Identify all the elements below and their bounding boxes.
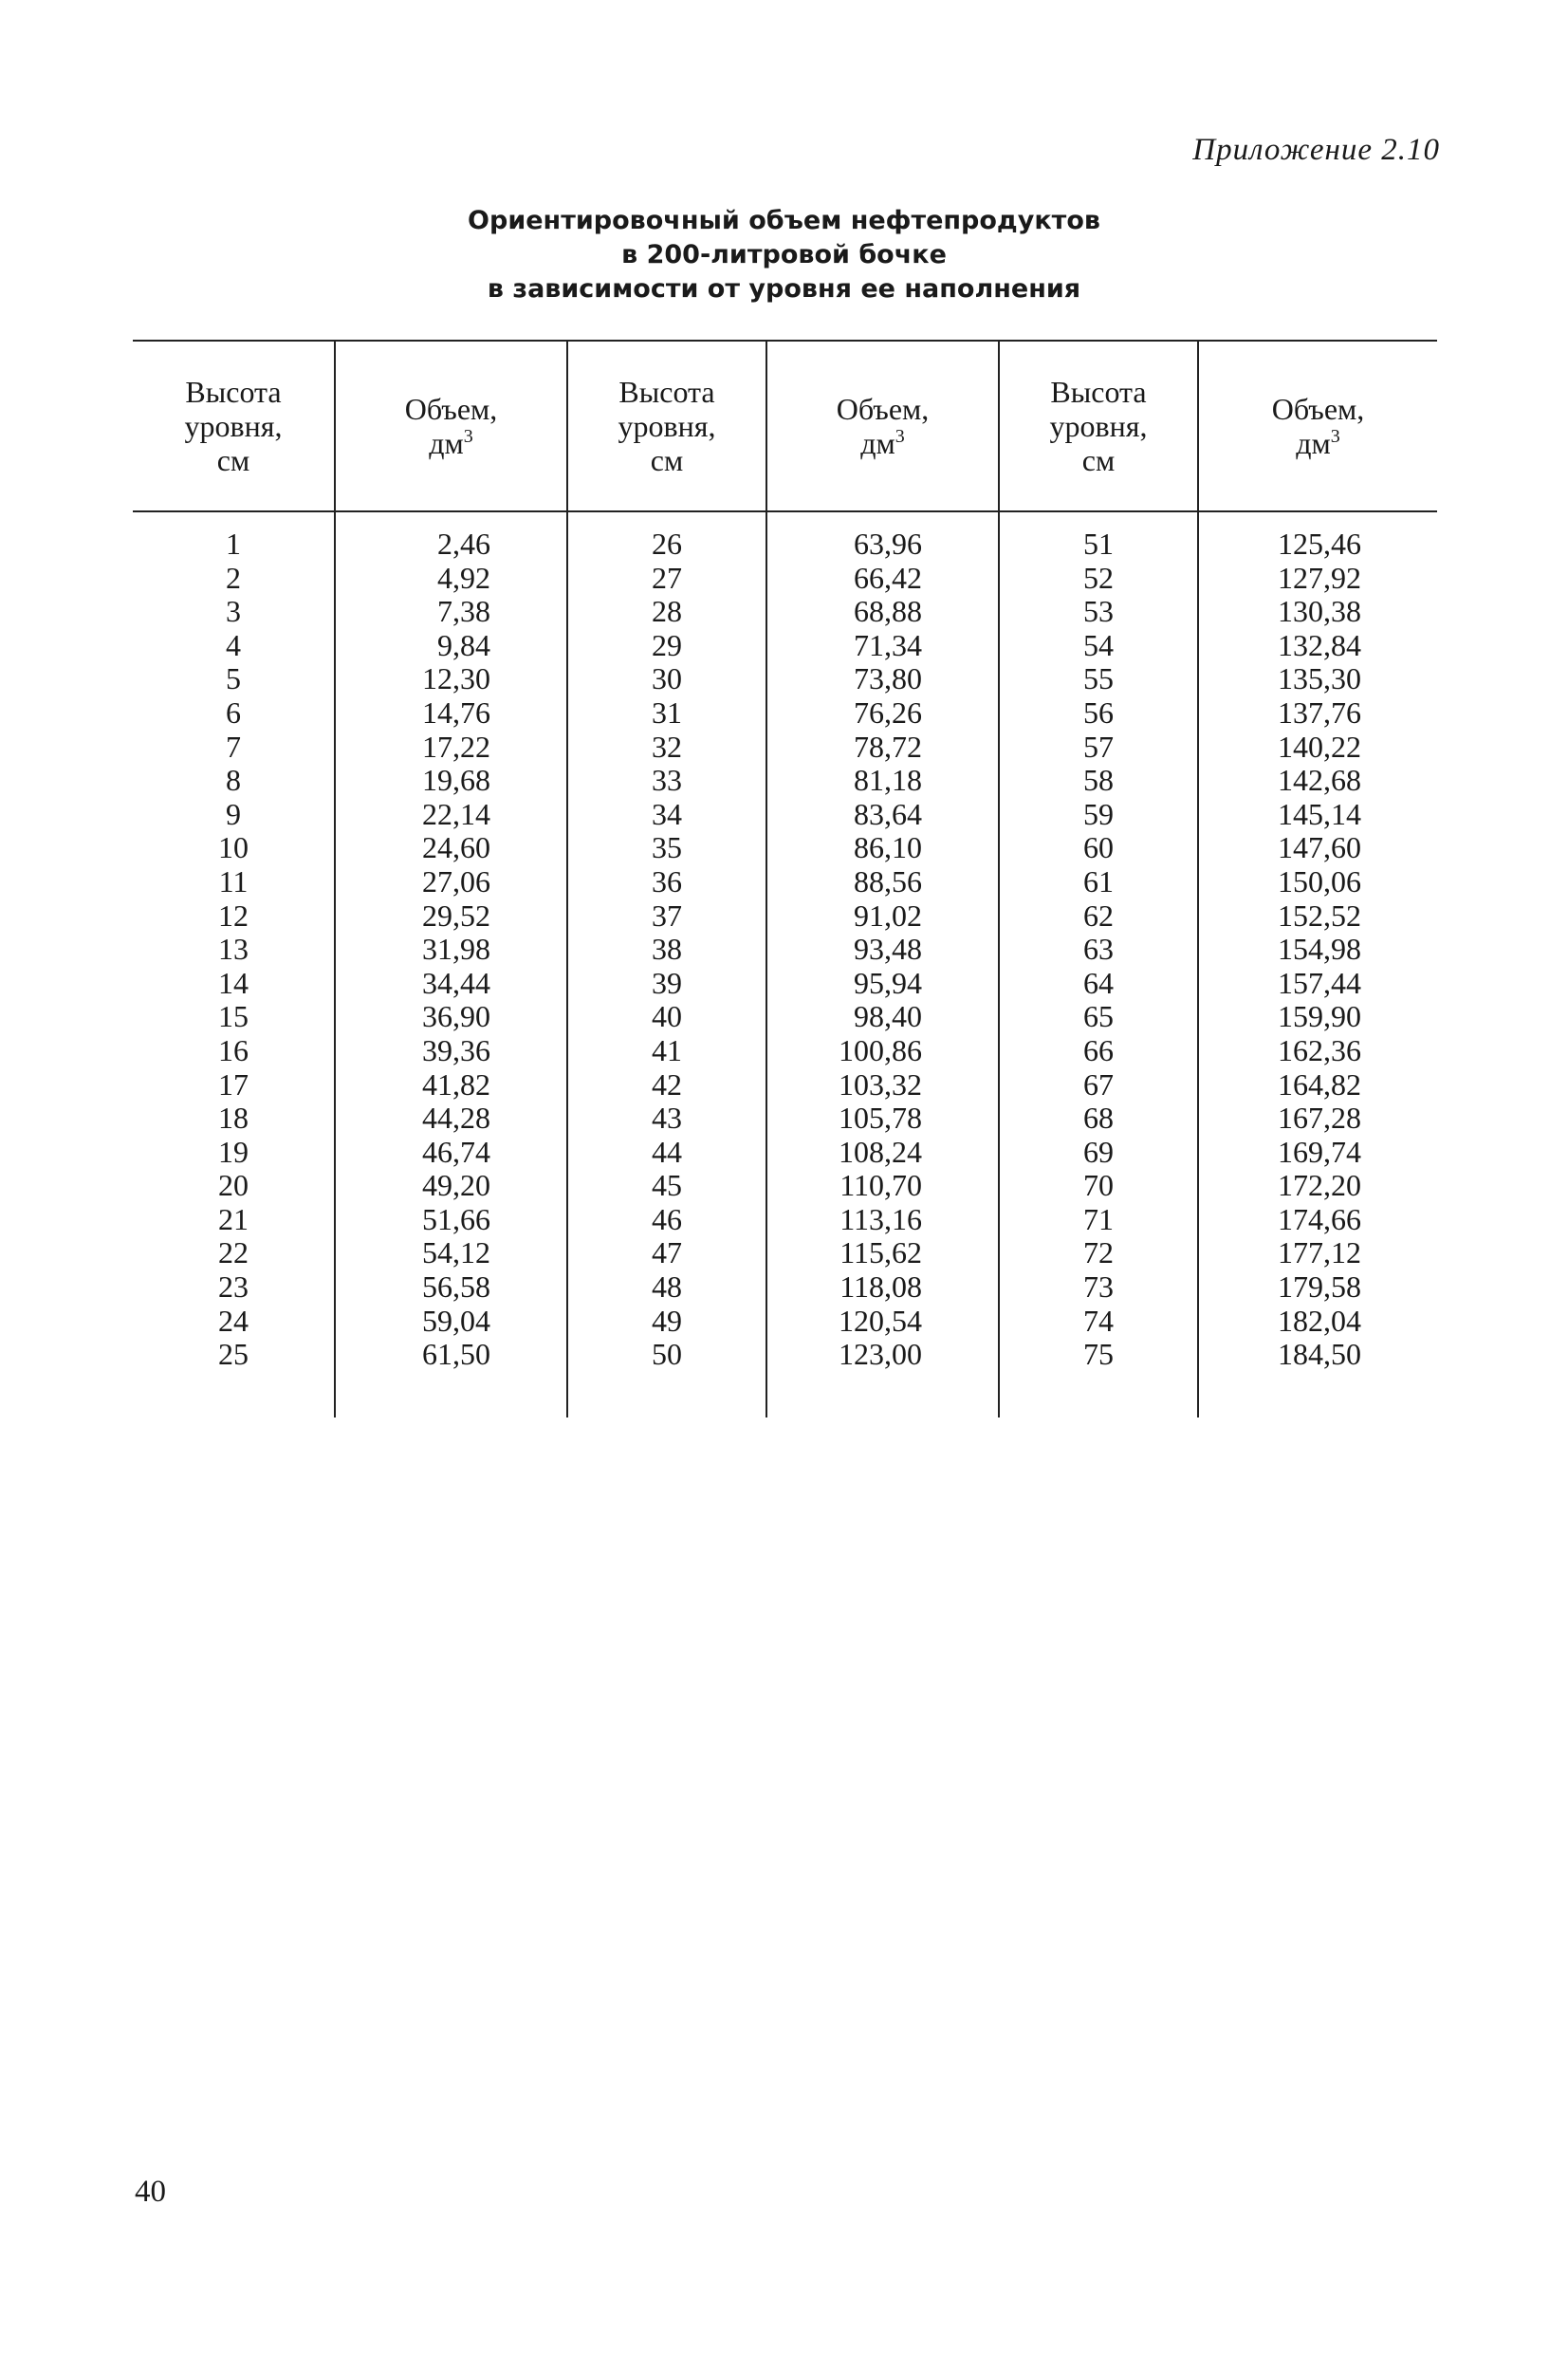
volume-cell: 152,52 <box>1198 899 1437 934</box>
height-cell: 60 <box>999 831 1198 865</box>
table-row <box>133 764 1437 798</box>
table-spacer-row <box>133 1372 1437 1417</box>
height-cell: 16 <box>218 1032 249 1067</box>
height-cell: 45 <box>567 1169 766 1203</box>
height-cell: 74 <box>999 1305 1198 1339</box>
height-cell: 52 <box>999 562 1198 596</box>
height-cell: 31 <box>567 696 766 731</box>
volume-cell: 159,90 <box>1198 1000 1437 1034</box>
height-cell: 49 <box>567 1305 766 1339</box>
title-line-1: Ориентировочный объем нефтепродуктов <box>468 206 1100 235</box>
height-cell: 25 <box>218 1337 249 1372</box>
height-cell: 72 <box>999 1236 1198 1270</box>
height-cell: 68 <box>999 1102 1198 1136</box>
height-cell: 1 <box>226 527 241 561</box>
header-height-1: Высота уровня, см <box>133 341 335 511</box>
volume-cell: 157,44 <box>1198 967 1437 1001</box>
volume-cell: 164,82 <box>1198 1068 1437 1102</box>
volume-cell: 95,94 <box>766 967 999 1001</box>
volume-cell: 73,80 <box>766 662 999 696</box>
volume-cell: 19,68 <box>335 764 567 798</box>
table-row <box>133 1136 1437 1170</box>
volume-cell: 98,40 <box>766 1000 999 1034</box>
volume-cell: 86,10 <box>766 831 999 865</box>
page-number: 40 <box>135 2175 166 2209</box>
volume-cell: 36,90 <box>335 1000 567 1034</box>
volume-cell: 120,54 <box>766 1305 999 1339</box>
volume-cell: 24,60 <box>335 831 567 865</box>
table-row <box>133 1270 1437 1305</box>
height-cell: 24 <box>218 1303 249 1338</box>
volume-cell: 39,36 <box>335 1034 567 1068</box>
volume-table <box>133 340 1437 1417</box>
volume-cell: 81,18 <box>766 764 999 798</box>
volume-cell: 184,50 <box>1198 1338 1437 1372</box>
height-cell: 51 <box>999 511 1198 562</box>
volume-cell: 167,28 <box>1198 1102 1437 1136</box>
volume-cell: 17,22 <box>335 731 567 765</box>
table-row <box>133 629 1437 663</box>
volume-cell: 41,82 <box>335 1068 567 1102</box>
table-row <box>133 967 1437 1001</box>
table-row <box>133 1203 1437 1237</box>
height-cell: 2 <box>226 560 241 595</box>
table-row <box>133 662 1437 696</box>
height-cell: 54 <box>999 629 1198 663</box>
height-cell: 71 <box>999 1203 1198 1237</box>
spacer-cell <box>133 1372 335 1417</box>
height-cell: 40 <box>567 1000 766 1034</box>
height-cell: 28 <box>567 595 766 629</box>
table-row <box>133 1305 1437 1339</box>
volume-cell: 22,14 <box>335 798 567 832</box>
header-height-2: Высота уровня, см <box>567 341 766 511</box>
height-cell: 47 <box>567 1236 766 1270</box>
height-cell: 50 <box>567 1338 766 1372</box>
height-cell: 41 <box>567 1034 766 1068</box>
table-row <box>133 1169 1437 1203</box>
table-title <box>0 204 1568 306</box>
volume-cell: 63,96 <box>766 511 999 562</box>
volume-cell: 125,46 <box>1198 511 1437 562</box>
height-cell: 70 <box>999 1169 1198 1203</box>
height-cell: 34 <box>567 798 766 832</box>
volume-cell: 100,86 <box>766 1034 999 1068</box>
table-row <box>133 731 1437 765</box>
height-cell: 19 <box>218 1134 249 1169</box>
volume-cell: 154,98 <box>1198 933 1437 967</box>
table-row <box>133 1102 1437 1136</box>
volume-cell: 88,56 <box>766 865 999 899</box>
volume-cell: 54,12 <box>335 1236 567 1270</box>
table-row <box>133 831 1437 865</box>
height-cell: 43 <box>567 1102 766 1136</box>
height-cell: 61 <box>999 865 1198 899</box>
volume-cell: 61,50 <box>335 1338 567 1372</box>
height-cell: 48 <box>567 1270 766 1305</box>
height-cell: 42 <box>567 1068 766 1102</box>
table-row <box>133 1338 1437 1372</box>
height-cell: 22 <box>218 1235 249 1270</box>
volume-cell: 14,76 <box>335 696 567 731</box>
table-row <box>133 1034 1437 1068</box>
volume-cell: 179,58 <box>1198 1270 1437 1305</box>
table-row <box>133 865 1437 899</box>
table-row <box>133 1068 1437 1102</box>
spacer-cell <box>766 1372 999 1417</box>
table-row <box>133 798 1437 832</box>
height-cell: 38 <box>567 933 766 967</box>
height-cell: 20 <box>218 1168 249 1203</box>
volume-cell: 76,26 <box>766 696 999 731</box>
height-cell: 39 <box>567 967 766 1001</box>
height-cell: 4 <box>226 627 241 662</box>
volume-cell: 127,92 <box>1198 562 1437 596</box>
volume-cell: 135,30 <box>1198 662 1437 696</box>
height-cell: 44 <box>567 1136 766 1170</box>
volume-cell: 145,14 <box>1198 798 1437 832</box>
volume-cell: 49,20 <box>335 1169 567 1203</box>
height-cell: 23 <box>218 1269 249 1305</box>
height-cell: 9 <box>226 796 241 831</box>
volume-cell: 12,30 <box>335 662 567 696</box>
volume-cell: 103,32 <box>766 1068 999 1102</box>
height-cell: 6 <box>226 695 241 730</box>
height-cell: 53 <box>999 595 1198 629</box>
height-cell: 33 <box>567 764 766 798</box>
table-row <box>133 1000 1437 1034</box>
height-cell: 3 <box>226 594 241 629</box>
header-height-3: Высота уровня, см <box>999 341 1198 511</box>
height-cell: 14 <box>218 965 249 1000</box>
volume-cell: 4,92 <box>335 562 567 596</box>
volume-cell: 2,46 <box>335 511 567 562</box>
volume-cell: 68,88 <box>766 595 999 629</box>
volume-cell: 147,60 <box>1198 831 1437 865</box>
appendix-label: Приложение 2.10 <box>1192 133 1440 167</box>
height-cell: 65 <box>999 1000 1198 1034</box>
table-row <box>133 562 1437 596</box>
volume-cell: 150,06 <box>1198 865 1437 899</box>
height-cell: 13 <box>218 932 249 967</box>
table-row <box>133 1236 1437 1270</box>
title-line-2: в 200-литровой бочке <box>621 240 947 269</box>
header-volume-3: Объем, $дм^3$ <box>1198 341 1437 511</box>
header-row <box>133 341 1437 511</box>
table-row <box>133 899 1437 934</box>
volume-cell: 78,72 <box>766 731 999 765</box>
volume-cell: 56,58 <box>335 1270 567 1305</box>
height-cell: 12 <box>218 898 249 933</box>
table-row <box>133 696 1437 731</box>
volume-cell: 130,38 <box>1198 595 1437 629</box>
volume-cell: 174,66 <box>1198 1203 1437 1237</box>
height-cell: 8 <box>226 763 241 798</box>
table-row <box>133 511 1437 562</box>
height-cell: 30 <box>567 662 766 696</box>
header-volume-2: Объем, $дм^3$ <box>766 341 999 511</box>
volume-cell: 27,06 <box>335 865 567 899</box>
volume-cell: 115,62 <box>766 1236 999 1270</box>
volume-cell: 71,34 <box>766 629 999 663</box>
volume-cell: 140,22 <box>1198 731 1437 765</box>
height-cell: 69 <box>999 1136 1198 1170</box>
height-cell: 17 <box>218 1066 249 1102</box>
table-row <box>133 595 1437 629</box>
title-line-3: в зависимости от уровня ее наполнения <box>487 274 1081 304</box>
volume-cell: 110,70 <box>766 1169 999 1203</box>
height-cell: 75 <box>999 1338 1198 1372</box>
height-cell: 35 <box>567 831 766 865</box>
height-cell: 62 <box>999 899 1198 934</box>
volume-cell: 169,74 <box>1198 1136 1437 1170</box>
volume-cell: 44,28 <box>335 1102 567 1136</box>
height-cell: 29 <box>567 629 766 663</box>
spacer-cell <box>999 1372 1198 1417</box>
volume-cell: 9,84 <box>335 629 567 663</box>
height-cell: 56 <box>999 696 1198 731</box>
height-cell: 21 <box>218 1201 249 1236</box>
height-cell: 15 <box>218 999 249 1034</box>
spacer-cell <box>1198 1372 1437 1417</box>
spacer-cell <box>567 1372 766 1417</box>
volume-cell: 66,42 <box>766 562 999 596</box>
volume-cell: 46,74 <box>335 1136 567 1170</box>
volume-cell: 113,16 <box>766 1203 999 1237</box>
height-cell: 63 <box>999 933 1198 967</box>
volume-cell: 51,66 <box>335 1203 567 1237</box>
height-cell: 26 <box>567 511 766 562</box>
header-volume-1: Объем, $дм^3$ <box>335 341 567 511</box>
volume-cell: 91,02 <box>766 899 999 934</box>
height-cell: 59 <box>999 798 1198 832</box>
height-cell: 58 <box>999 764 1198 798</box>
volume-cell: 59,04 <box>335 1305 567 1339</box>
height-cell: 18 <box>218 1101 249 1136</box>
volume-cell: 34,44 <box>335 967 567 1001</box>
height-cell: 7 <box>226 729 241 764</box>
volume-cell: 177,12 <box>1198 1236 1437 1270</box>
height-cell: 37 <box>567 899 766 934</box>
height-cell: 46 <box>567 1203 766 1237</box>
height-cell: 67 <box>999 1068 1198 1102</box>
height-cell: 57 <box>999 731 1198 765</box>
volume-cell: 172,20 <box>1198 1169 1437 1203</box>
height-cell: 10 <box>218 830 249 865</box>
height-cell: 32 <box>567 731 766 765</box>
volume-cell: 7,38 <box>335 595 567 629</box>
height-cell: 66 <box>999 1034 1198 1068</box>
volume-cell: 105,78 <box>766 1102 999 1136</box>
volume-cell: 162,36 <box>1198 1034 1437 1068</box>
spacer-cell <box>335 1372 567 1417</box>
table-body <box>133 511 1437 1417</box>
volume-cell: 108,24 <box>766 1136 999 1170</box>
height-cell: 27 <box>567 562 766 596</box>
volume-cell: 132,84 <box>1198 629 1437 663</box>
volume-cell: 118,08 <box>766 1270 999 1305</box>
volume-cell: 182,04 <box>1198 1305 1437 1339</box>
volume-cell: 31,98 <box>335 933 567 967</box>
height-cell: 64 <box>999 967 1198 1001</box>
height-cell: 73 <box>999 1270 1198 1305</box>
volume-cell: 123,00 <box>766 1338 999 1372</box>
volume-cell: 137,76 <box>1198 696 1437 731</box>
volume-cell: 93,48 <box>766 933 999 967</box>
height-cell: 36 <box>567 865 766 899</box>
table-row <box>133 933 1437 967</box>
height-cell: 55 <box>999 662 1198 696</box>
volume-cell: 29,52 <box>335 899 567 934</box>
height-cell: 5 <box>226 661 241 696</box>
volume-cell: 83,64 <box>766 798 999 832</box>
height-cell: 11 <box>218 863 249 899</box>
volume-cell: 142,68 <box>1198 764 1437 798</box>
